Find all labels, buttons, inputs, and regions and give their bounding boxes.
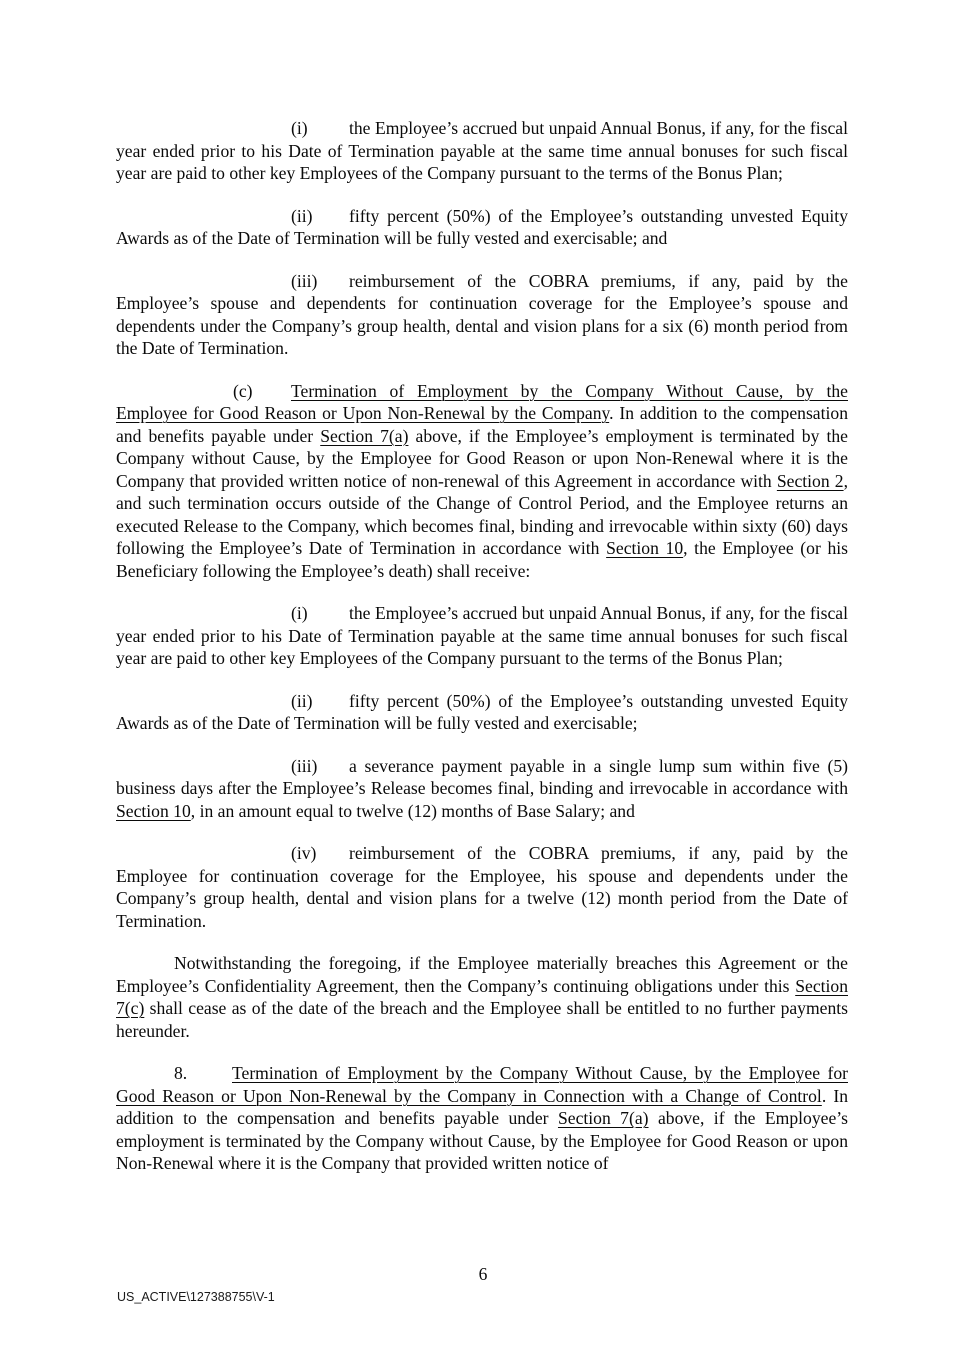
text-run: , the Employee (or his Beneficiary following the Employee’s death) shall receive: — [116, 538, 848, 581]
document-id-footer: US_ACTIVE\127388755\V-1 — [117, 1290, 275, 1304]
paragraph-notwithstanding — [116, 952, 848, 1042]
text-run: above, if the Employee’s employment is terminated by the Company without Cause, by the Employee for Good Reason or upon Non-Renewal where it is the Company that provided written notice of — [116, 1108, 848, 1173]
underlined-text-run: Section 7(a) — [320, 425, 409, 446]
page-number: 6 — [478, 1264, 488, 1284]
text-run: . In addition to the compensation and benefits payable under — [116, 1085, 849, 1128]
paragraph-clause-i-second — [116, 602, 848, 670]
underlined-text-run: Section 7(a) — [557, 1108, 649, 1128]
text-run: , and such termination occurs outside of the Change of Control Period, and the Employee returns an executed Release to the Company, which becomes final, binding and irrevocable within sixty (60) days following the Employee’s Date of Termination in accordance with — [116, 470, 848, 558]
text-run: fifty percent (50%) of the Employee’s outstanding unvested Equity Awards as of the Date of Termination will be fully vested and exercisable; and — [116, 205, 848, 248]
paragraph-clause-i-first — [116, 117, 848, 185]
underlined-text-run: Termination of Employment by the Company Without Cause, by the Employee for Good Reason or Upon Non-Renewal by the Company in Connection with a Change of Control — [116, 1063, 848, 1106]
paragraph-clause-c — [116, 380, 848, 583]
text-run: fifty percent (50%) of the Employee’s outstanding unvested Equity Awards as of the Date of Termination will be fully vested and exercisable; — [116, 690, 848, 733]
paragraph-clause-ii-first — [116, 205, 848, 250]
paragraph-marker: (iii) — [291, 270, 318, 291]
text-run: above, if the Employee’s employment is terminated by the Company without Cause, by the Employee for Good Reason or upon Non-Renewal where it is the Company that provided written notice of non-renewal of this Agreement in accordance with — [116, 425, 848, 491]
paragraph-marker: (i) — [291, 118, 308, 138]
paragraph-marker: 8. — [174, 1063, 188, 1083]
text-run: the Employee’s accrued but unpaid Annual Bonus, if any, for the fiscal year ended prior to his Date of Termination payable at the same time annual bonuses for such fiscal year are paid to other key Employees of the Company pursuant to the terms of the Bonus Plan; — [116, 603, 848, 668]
text-run: Notwithstanding the foregoing, if the Employee materially breaches this Agreement or the Employee’s Confidentiality Agreement, then the Company’s continuing obligations under this — [116, 953, 848, 996]
document-body — [116, 117, 848, 1175]
text-run: . In addition to the compensation and benefits payable under — [116, 403, 848, 446]
paragraph-clause-ii-second — [116, 690, 848, 735]
paragraph-marker: (iv) — [291, 843, 317, 863]
paragraph-clause-iii-first — [116, 270, 848, 360]
text-run: reimbursement of the COBRA premiums, if any, paid by the Employee for continuation coverage for the Employee, his spouse and dependents under the Company’s group health, dental and vision plans for a twelve (12) month period from the Date of Termination. — [116, 843, 848, 931]
underlined-text-run: Section 10 — [606, 538, 684, 558]
text-run: the Employee’s accrued but unpaid Annual Bonus, if any, for the fiscal year ended prior to his Date of Termination payable at the same time annual bonuses for such fiscal year are paid to other key Employees of the Company pursuant to the terms of the Bonus Plan; — [116, 118, 848, 183]
paragraph-marker: (iii) — [291, 755, 318, 776]
underlined-text-run: Section 2 — [776, 470, 844, 491]
paragraph-marker: (ii) — [291, 205, 313, 226]
paragraph-marker: (i) — [291, 603, 308, 623]
paragraph-clause-iv — [116, 842, 848, 932]
text-run: shall cease as of the date of the breach and the Employee shall be entitled to no further payments hereunder. — [116, 998, 848, 1041]
paragraph-marker: (c) — [233, 380, 253, 401]
paragraph-clause-iii-second — [116, 755, 848, 823]
underlined-text-run: Section 7(c) — [116, 975, 848, 1018]
text-run: , in an amount equal to twelve (12) months of Base Salary; and — [190, 800, 635, 821]
underlined-text-run: Section 10 — [116, 800, 191, 821]
paragraph-marker: (ii) — [291, 690, 313, 711]
paragraph-section-8 — [116, 1062, 848, 1175]
text-run: a severance payment payable in a single lump sum within five (5) business days after the Employee’s Release becomes final, binding and irrevocable in accordance with — [116, 755, 848, 798]
text-run: reimbursement of the COBRA premiums, if any, paid by the Employee’s spouse and dependents for continuation coverage for the Employee’s spouse and dependents under the Company’s group health, dental and vision plans for a six (6) month period from the Date of Termination. — [116, 270, 848, 358]
underlined-text-run: Termination of Employment by the Company Without Cause, by the Employee for Good Reason or Upon Non-Renewal by the Company — [116, 380, 848, 423]
